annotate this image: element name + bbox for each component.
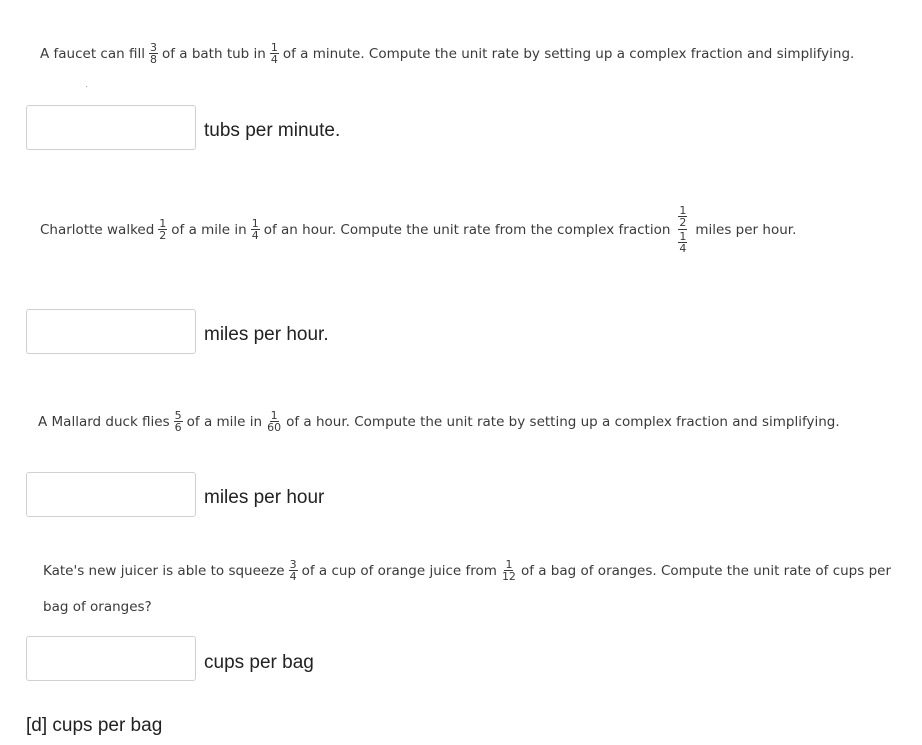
q4-text-b: of a cup of orange juice from	[301, 562, 497, 579]
q1-text-a: A faucet can fill	[40, 45, 145, 62]
q3-frac1-den: 6	[174, 421, 182, 434]
q1-text-b: of a bath tub in	[161, 45, 266, 62]
q2-frac1-den: 2	[159, 229, 167, 242]
q2-answer-input[interactable]	[26, 309, 196, 354]
q1-frac1-num: 3	[149, 41, 157, 54]
q3-fraction-2	[266, 410, 282, 433]
q2-frac2-num: 1	[251, 217, 259, 230]
q1-frac2-den: 4	[270, 53, 278, 66]
q2-text-c: of an hour. Compute the unit rate from the complex fraction	[263, 221, 671, 238]
q2-fraction-2	[251, 218, 260, 241]
q1-fraction-2	[270, 42, 279, 65]
q4-fraction-1	[289, 559, 298, 582]
q4-unit-label: cups per bag	[204, 652, 314, 673]
q1-text-c: of a minute. Compute the unit rate by setting up a complex fraction and simplifying.	[282, 45, 855, 62]
q3-frac2-den: 60	[267, 421, 282, 434]
q4-frac1-num: 3	[289, 558, 297, 571]
question-4	[43, 559, 891, 582]
q3-answer-input[interactable]	[26, 472, 196, 517]
stray-dot	[86, 86, 87, 87]
q1-frac2-num: 1	[270, 41, 278, 54]
q2-complex-bot-num: 1	[679, 230, 687, 243]
question-2	[40, 205, 796, 254]
q4-fraction-2	[501, 559, 517, 582]
q2-complex-fraction	[674, 205, 691, 254]
q2-text-b: of a mile in	[171, 221, 247, 238]
q2-complex-top-num: 1	[679, 204, 687, 217]
q3-frac2-num: 1	[270, 409, 278, 422]
q2-text-a: Charlotte walked	[40, 221, 155, 238]
q2-complex-bot-den: 4	[679, 242, 687, 255]
q4-answer-input[interactable]	[26, 636, 196, 681]
q1-frac1-den: 8	[149, 53, 157, 66]
q2-text-d: miles per hour.	[695, 221, 797, 238]
q4-frac2-den: 12	[501, 570, 516, 583]
q3-text-b: of a mile in	[186, 413, 263, 430]
q2-fraction-1	[158, 218, 167, 241]
q4-frac1-den: 4	[289, 570, 297, 583]
footer-note: [d] cups per bag	[26, 715, 163, 736]
question-1	[40, 42, 854, 65]
q3-text-a: A Mallard duck flies	[38, 413, 170, 430]
q3-fraction-1	[174, 410, 183, 433]
q2-unit-label: miles per hour.	[204, 324, 329, 345]
q2-frac1-num: 1	[159, 217, 167, 230]
q1-fraction-1	[149, 42, 158, 65]
q2-complex-top	[678, 205, 687, 230]
q1-unit-label: tubs per minute.	[204, 120, 341, 141]
q2-complex-top-den: 2	[679, 216, 687, 229]
question-4-line-2: bag of oranges?	[43, 599, 152, 615]
q3-frac1-num: 5	[174, 409, 182, 422]
q4-text-a: Kate's new juicer is able to squeeze	[43, 562, 285, 579]
question-3	[38, 410, 840, 433]
q1-answer-input[interactable]	[26, 105, 196, 150]
q3-text-c: of a hour. Compute the unit rate by setting up a complex fraction and simplifying.	[286, 413, 840, 430]
q2-frac2-den: 4	[251, 229, 259, 242]
q2-complex-bottom	[678, 230, 687, 254]
q4-frac2-num: 1	[505, 558, 513, 571]
q3-unit-label: miles per hour	[204, 487, 325, 508]
q4-text-c: of a bag of oranges. Compute the unit rate of cups per	[520, 562, 892, 579]
